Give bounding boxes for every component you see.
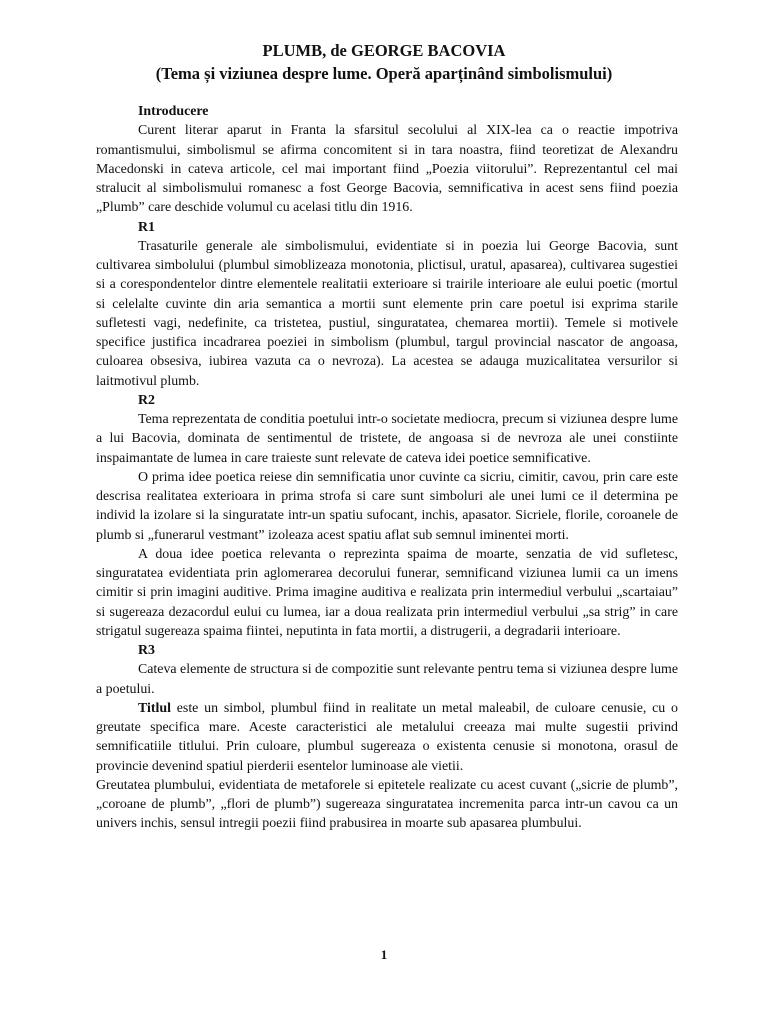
paragraph-intro: Curent literar aparut in Franta la sfarsitul secolului al XIX-lea ca o reactie impotriva romantismului, simbolismul se afirma concomitent si in tara noastra, fiind teoretizat de Alexandru Macedonski in cateva articole, cel mai important fiind „Poezia viitorului”. Reprezentantul cel mai stralucit al simbolismului romanesc a fost George Bacovia, semnificativa in acest sens fiind poezia „Plumb” care deschide volumul cu acelasi titlu din 1916.: [96, 123, 678, 216]
paragraph-r2-3: A doua idee poetica relevanta o reprezinta spaima de moarte, senzatia de vid sufletesc, singuratatea evidentiata prin aglomerarea decorului funerar, semnificand viziunea lumii ca un imens cimitir si prin imagini auditive. Prima imagine auditiva e realizata prin intermediul verbului „scartaiau” si sugereaza dezacordul eului cu lumea, iar a doua realizata prin intermediul verbului „sa strig” in care strigatul sugereaza spaima fiintei, neputinta in fata mortii, a distrugerii, a degradarii interioare.: [96, 546, 678, 639]
paragraph-r1: Trasaturile generale ale simbolismului, evidentiate si in poezia lui George Bacovia, sunt cultivarea simbolului (plumbul simoblizeaza monotonia, plictisul, uratul, apasarea), cultivarea sugestiei si a corespondentelor dintre elementele realitatii exterioare si trairile interioare ale eului poetic (mortul si celelalte cuvinte din aria semantica a mortii sunt elemente prin care poetul isi exprima starile sufletesti vagi, nedefinite, ca tristetea, pustiul, singuratatea, chemarea mortii). Temele si motivele specifice justifica incadrarea poeziei in simbolism (plumbul, targul provincial nascator de angoasa, culoarea obsesiva, iubirea vazuta ca o nevroza). La acestea se adauga muzicalitatea versurilor si laitmotivul plumb.: [96, 238, 678, 389]
term-titlul: Titlul: [138, 700, 171, 716]
section-heading-r2: R2: [138, 392, 155, 408]
page-number: 1: [380, 947, 388, 962]
paragraph-r3-1: Cateva elemente de structura si de compozitie sunt relevante pentru tema si viziunea despre lume a poetului.: [96, 662, 678, 697]
paragraph-r3-3: Greutatea plumbului, evidentiata de metaforele si epitetele realizate cu acest cuvant („sicrie de plumb”, „coroane de plumb”, „flori de plumb”) sugereaza singuratatea incremenita parca intr-un cavou ca un univers inchis, sensul intregii poezii fiind prabusirea in moarte sub apasarea plumbului.: [96, 777, 678, 832]
section-heading-r3: R3: [138, 643, 155, 658]
paragraph-r3-2-text: este un simbol, plumbul fiind in realitate un metal maleabil, de culoare cenusie, cu o greutate specifica mare. Aceste caracteristici ale metalului creeaza mai multe sugestii privind semnificatiile titlului. Prin culoare, plumbul sugereaza o existenta cenusie si monotona, orasul de provincie devenind spatiul pierderii esentelor luminoase ale vietii.: [96, 700, 678, 774]
section-heading-introducere: Introducere: [138, 104, 209, 119]
document-title: PLUMB, de GEORGE BACOVIA: [262, 41, 506, 60]
paragraph-r2-2: O prima idee poetica reiese din semnificatia unor cuvinte ca sicriu, cimitir, cavou, prin care este descrisa realitatea exterioara in prima strofa si care sunt simboluri ale unei lumi ce il determina pe individ la izolare si la singuratate intr-un spatiu sufocant, inchis, apasator. Sicriele, florile, coroanele de plumb si „funerarul vestmant” izoleaza acest spatiu aflat sub semnul iminentei morti.: [96, 469, 678, 543]
document-body: [96, 102, 678, 834]
section-heading-r1: R1: [138, 219, 155, 235]
paragraph-r2-1: Tema reprezentata de conditia poetului intr-o societate mediocra, precum si viziunea despre lume a lui Bacovia, dominata de sentimentul de tristete, de angoasa si de nevroza ale unei constiinte inspaimantate de lumea in care traieste sunt relevate de cateva idei poetice semnificative.: [96, 412, 678, 466]
document-subtitle: (Tema și viziunea despre lume. Operă aparținând simbolismului): [155, 64, 613, 83]
paragraph-r3-2: [96, 699, 678, 776]
